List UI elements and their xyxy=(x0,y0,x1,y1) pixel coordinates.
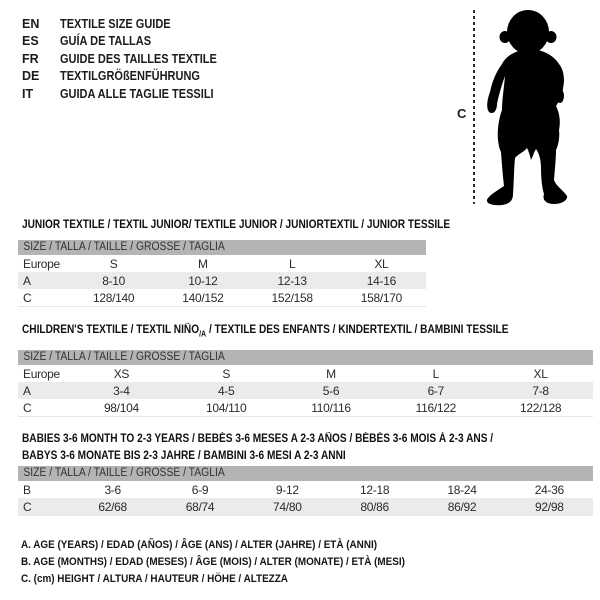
size-cell: 110/116 xyxy=(311,400,351,415)
size-header-bar-children xyxy=(18,350,593,365)
size-cell: 92/98 xyxy=(535,499,564,514)
table-title-line: CHILDREN'S TEXTILE / TEXTIL $NIÑO_{/A}$ / TEXTILE DES ENFANTS / KINDERTEXTIL / BAMBINI TESSILE xyxy=(22,324,509,339)
row-label: A xyxy=(23,383,31,398)
size-table-junior xyxy=(18,255,426,307)
size-table-children xyxy=(18,365,593,417)
size-cell: 10-12 xyxy=(188,273,218,288)
language-title-list xyxy=(22,15,238,103)
language-row xyxy=(22,85,238,103)
size-cell: 5-6 xyxy=(322,383,340,398)
footnote-line: A. AGE (YEARS) / EDAD (AÑOS) / ÂGE (ANS) / ALTER (JAHRE) / ETÀ (ANNI) xyxy=(21,539,378,551)
language-row xyxy=(22,33,238,51)
size-cell: M xyxy=(198,256,208,271)
size-cell: S xyxy=(222,366,231,381)
language-code: DE xyxy=(22,69,40,84)
language-row xyxy=(22,15,238,33)
size-cell: 14-16 xyxy=(366,273,396,288)
size-cell: 74/80 xyxy=(273,499,302,514)
size-cell: M xyxy=(326,366,336,381)
footnote-line: B. AGE (MONTHS) / EDAD (MESES) / ÂGE (MOIS) / ALTER (MONATE) / ETÀ (MESI) xyxy=(21,556,405,569)
table-title-junior xyxy=(22,217,508,234)
row-label: Europe xyxy=(23,256,60,271)
baby-silhouette-icon xyxy=(484,8,572,206)
row-label: Europe xyxy=(23,366,60,381)
size-table-row xyxy=(18,255,426,272)
size-header-text: SIZE / TALLA / TAILLE / GRÖSSE / TAGLIA xyxy=(23,467,225,479)
size-table-row xyxy=(18,272,426,289)
size-table-row xyxy=(18,481,593,498)
size-table-row xyxy=(18,399,593,417)
size-header-text: SIZE / TALLA / TAILLE / GRÖSSE / TAGLIA xyxy=(23,351,225,363)
size-table-babies xyxy=(18,481,593,516)
language-row xyxy=(22,50,238,68)
language-row xyxy=(22,68,238,86)
size-cell: 3-4 xyxy=(113,383,130,398)
size-cell: XL xyxy=(374,256,389,271)
size-table-row xyxy=(18,365,593,382)
size-cell: 104/110 xyxy=(206,400,247,415)
size-table-row xyxy=(18,289,426,307)
size-cell: 12-18 xyxy=(360,482,390,497)
language-guide-title: GUÍA DE TALLAS xyxy=(60,34,152,49)
size-cell: 3-6 xyxy=(104,482,121,497)
row-label: A xyxy=(23,273,31,288)
language-code: ES xyxy=(22,34,39,49)
size-cell: 152/158 xyxy=(271,290,313,305)
size-header-bar-babies xyxy=(18,466,593,481)
size-cell: 128/140 xyxy=(92,290,135,305)
table-title-line: BABIES 3-6 MONTH TO 2-3 YEARS / BEBÉS 3-6 MESES A 2-3 AÑOS / BÉBÉS 3-6 MOIS À 2-3 ANS / xyxy=(22,433,494,445)
size-cell: L xyxy=(288,256,296,271)
footnote-line: C. (cm) HEIGHT / ALTURA / HAUTEUR / HÖHE / ALTEZZA xyxy=(21,573,288,586)
size-cell: S xyxy=(109,256,118,271)
size-cell: 68/74 xyxy=(185,499,215,514)
height-measure-label: C xyxy=(457,106,467,121)
size-cell: 12-13 xyxy=(277,273,307,288)
language-code: EN xyxy=(22,16,40,31)
size-cell: 4-5 xyxy=(217,383,235,398)
row-label: C xyxy=(23,499,32,514)
size-cell: 62/68 xyxy=(98,499,127,514)
table-title-babies xyxy=(22,431,557,465)
table-title-line: BABYS 3-6 MONATE BIS 2-3 JAHRE / BAMBINI 3-6 MESI A 2-3 ANNI xyxy=(22,450,346,462)
size-cell: L xyxy=(432,366,439,381)
size-cell: 80/86 xyxy=(360,499,389,514)
table-title-line: JUNIOR TEXTILE / TEXTIL JUNIOR/ TEXTILE JUNIOR / JUNIORTEXTIL / JUNIOR TESSILE xyxy=(22,219,451,231)
row-label: C xyxy=(23,290,32,305)
size-cell: 18-24 xyxy=(447,482,477,497)
size-cell: 7-8 xyxy=(532,383,549,398)
language-code: IT xyxy=(22,86,34,101)
table-title-children xyxy=(22,322,575,342)
size-cell: 140/152 xyxy=(182,290,224,305)
size-cell: 98/104 xyxy=(103,400,139,415)
size-cell: 116/122 xyxy=(415,400,456,415)
size-cell: 86/92 xyxy=(447,499,477,514)
language-guide-title: TEXTILGRÖßENFÜHRUNG xyxy=(60,69,200,84)
size-cell: 9-12 xyxy=(275,482,299,497)
size-cell: 6-9 xyxy=(191,482,209,497)
size-header-text: SIZE / TALLA / TAILLE / GRÖSSE / TAGLIA xyxy=(23,241,225,253)
language-guide-title: TEXTILE SIZE GUIDE xyxy=(60,16,171,31)
row-label: B xyxy=(23,482,31,497)
size-cell: XS xyxy=(113,366,130,381)
size-header-bar-junior xyxy=(18,240,426,255)
language-code: FR xyxy=(22,51,39,66)
size-cell: 6-7 xyxy=(427,383,445,398)
size-cell: 8-10 xyxy=(102,273,126,288)
size-cell: 158/170 xyxy=(360,290,403,305)
height-measure-dashed-line xyxy=(473,10,475,204)
size-table-row xyxy=(18,382,593,399)
language-guide-title: GUIDE DES TAILLES TEXTILE xyxy=(60,51,217,66)
language-guide-title: GUIDA ALLE TAGLIE TESSILI xyxy=(60,86,214,101)
size-cell: XL xyxy=(533,366,548,381)
size-table-row xyxy=(18,498,593,516)
row-label: C xyxy=(23,400,32,415)
size-cell: 122/128 xyxy=(519,400,562,415)
size-cell: 24-36 xyxy=(534,482,564,497)
footnotes xyxy=(21,537,448,589)
